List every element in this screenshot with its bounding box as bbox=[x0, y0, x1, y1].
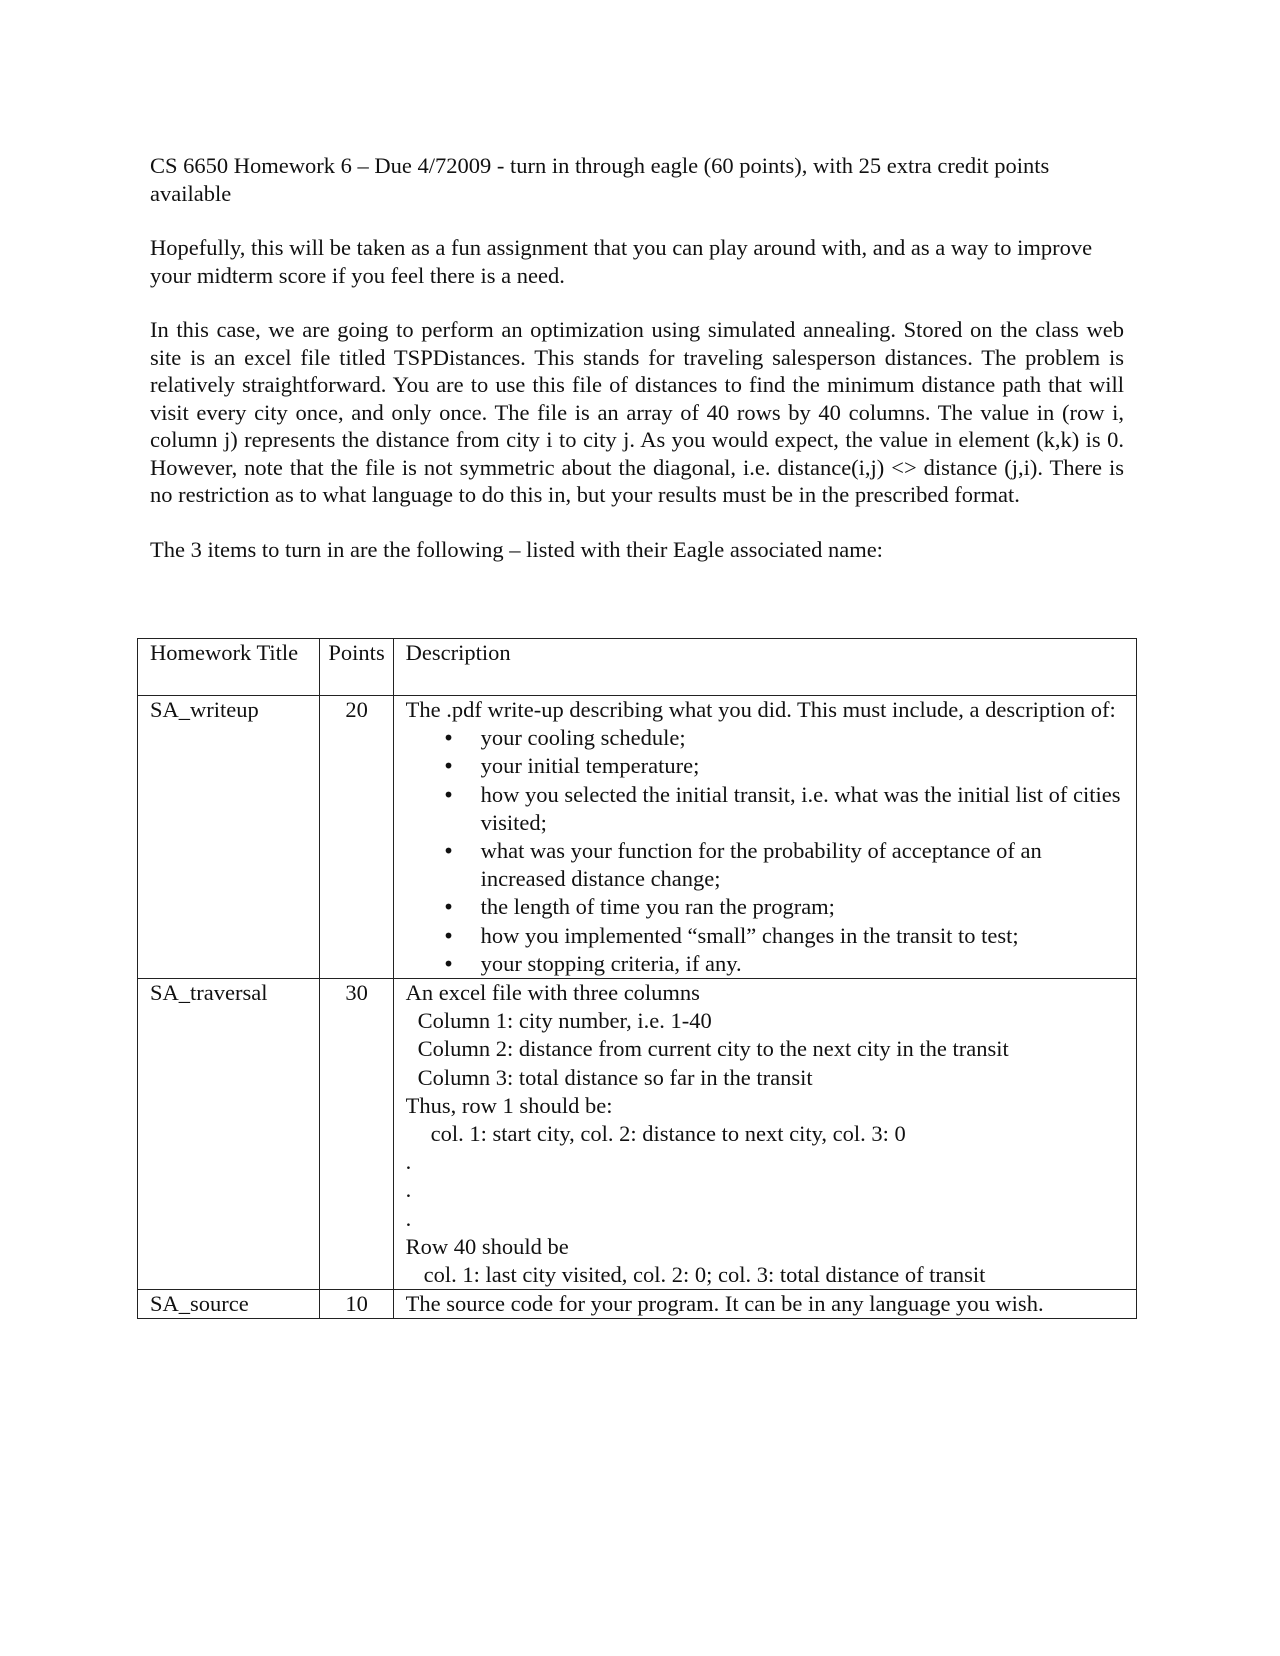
row-points: 30 bbox=[320, 979, 393, 1290]
row-title: SA_writeup bbox=[138, 696, 320, 979]
body-paragraph: In this case, we are going to perform an optimization using simulated annealing. Stored on the class web site is an excel file titled TSPDistances. This stands for traveling salesperson distances. The problem is relatively straightforward. You are to use this file of distances to find the minimum distance path that will visit every city once, and only once. The file is an array of 40 rows by 40 columns. The value in (row i, column j) represents the distance from city i to city j. As you would expect, the value in element (k,k) is 0. However, note that the file is not symmetric about the diagonal, i.e. distance(i,j) <> distance (j,i). There is no restriction as to what language to do this in, but your results must be in the prescribed format. bbox=[150, 317, 1124, 507]
row-title: SA_source bbox=[138, 1290, 320, 1319]
ellipsis-dot: . bbox=[405, 1149, 412, 1175]
traversal-column-1: Column 1: city number, i.e. 1-40 bbox=[417, 1008, 712, 1034]
row-points: 10 bbox=[320, 1290, 393, 1319]
bullet-item: • how you implemented “small” changes in the transit to test; bbox=[481, 922, 1128, 950]
row1-label: Thus, row 1 should be: bbox=[405, 1092, 613, 1118]
items-intro: The 3 items to turn in are the following – listed with their Eagle associated name: bbox=[150, 536, 883, 562]
bullet-item: • what was your function for the probability of acceptance of an increased distance change; bbox=[481, 837, 1128, 893]
row-points: 20 bbox=[320, 696, 393, 979]
bullet-item: • your stopping criteria, if any. bbox=[481, 950, 1128, 978]
traversal-column-2: Column 2: distance from current city to the next city in the transit bbox=[417, 1036, 1009, 1062]
row1-detail: col. 1: start city, col. 2: distance to next city, col. 3: 0 bbox=[430, 1121, 906, 1147]
document-page bbox=[150, 152, 1124, 590]
bullet-item: • your initial temperature; bbox=[481, 752, 1128, 780]
ellipsis-dot: . bbox=[405, 1205, 412, 1231]
header-homework-title: Homework Title bbox=[138, 639, 320, 696]
homework-table bbox=[137, 638, 1137, 1319]
writeup-intro: The .pdf write-up describing what you did. This must include, a description of: bbox=[405, 697, 1116, 722]
intro-paragraph: Hopefully, this will be taken as a fun assignment that you can play around with, and as a way to improve your midterm score if you feel there is a need. bbox=[150, 235, 1093, 288]
row-title: SA_traversal bbox=[138, 979, 320, 1290]
row40-label: Row 40 should be bbox=[405, 1233, 569, 1259]
row40-detail: col. 1: last city visited, col. 2: 0; col. 3: total distance of transit bbox=[423, 1262, 986, 1288]
header-description: Description bbox=[393, 639, 1136, 696]
header-points: Points bbox=[320, 639, 393, 696]
writeup-bullet-list bbox=[406, 724, 1128, 978]
row-description bbox=[393, 979, 1136, 1290]
bullet-item: • your cooling schedule; bbox=[481, 724, 1128, 752]
table-header-row bbox=[138, 639, 1137, 696]
table-row bbox=[138, 1290, 1137, 1319]
table-row bbox=[138, 696, 1137, 979]
traversal-line: An excel file with three columns bbox=[405, 980, 700, 1006]
table-row bbox=[138, 979, 1137, 1290]
assignment-title: CS 6650 Homework 6 – Due 4/72009 - turn in through eagle (60 points), with 25 extra credit points available bbox=[150, 153, 1050, 206]
ellipsis-dot: . bbox=[405, 1177, 412, 1203]
bullet-item: • how you selected the initial transit, i.e. what was the initial list of cities visited; bbox=[481, 781, 1128, 837]
row-description bbox=[393, 696, 1136, 979]
bullet-item: • the length of time you ran the program; bbox=[481, 893, 1128, 921]
traversal-column-3: Column 3: total distance so far in the transit bbox=[417, 1064, 813, 1090]
row-description: The source code for your program. It can be in any language you wish. bbox=[393, 1290, 1136, 1319]
